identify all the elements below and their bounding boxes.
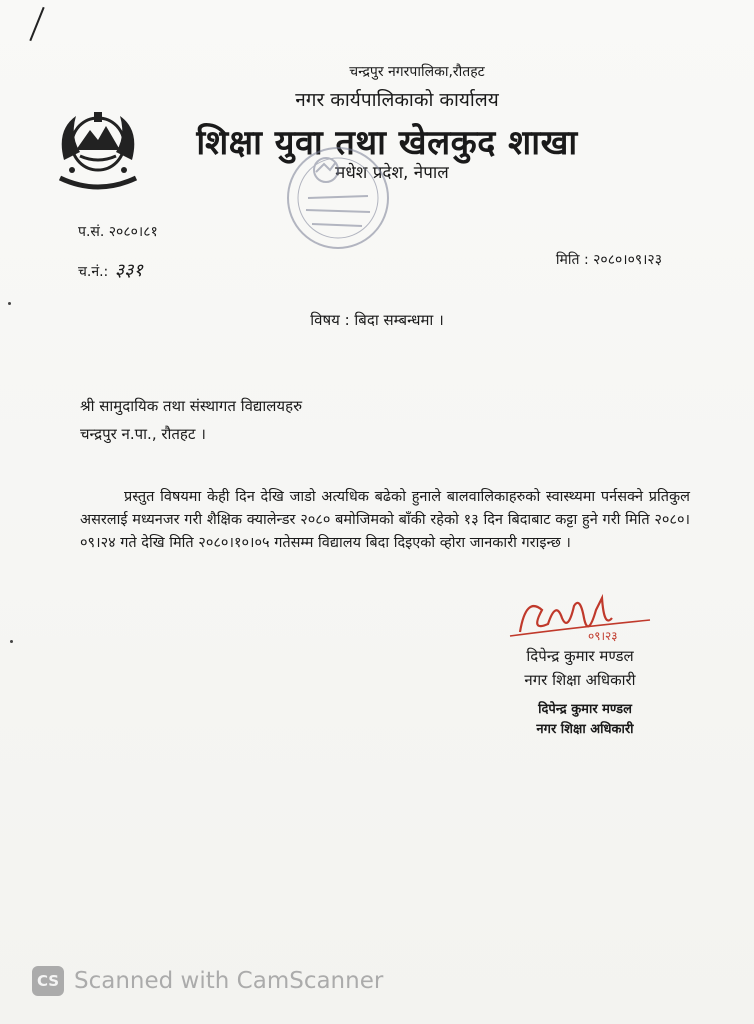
office-stamp-icon [282, 142, 394, 254]
camscanner-watermark [32, 964, 383, 998]
camscanner-logo-icon: CS [32, 966, 64, 996]
branch-name: शिक्षा युवा तथा खेलकुद शाखा [196, 123, 578, 163]
ref-label: प.सं. [78, 224, 105, 240]
letter-date [556, 250, 662, 269]
camscanner-text: Scanned with CamScanner [74, 968, 384, 994]
scan-speck [10, 640, 13, 643]
date-label: मिति : [555, 252, 589, 268]
province-name: मधेश प्रदेश, नेपाल [335, 163, 449, 183]
reference-number [78, 222, 158, 241]
letter-body: प्रस्तुत विषयमा केही दिन देखि जाडो अत्यधिक बढेको हुनाले बालवालिकाहरुको स्वास्थ्यमा पर्नसक्ने प्रतिकुल असरलाई मध्यनजर गरी शैक्षिक क्यालेन्डर २०८० बमोजिमको बाँकी रहेको १३ दिन बिदाबाट कट्टा हुने गरी मिति २०८०।०९।२४ गते देखि मिति २०८०।१०।०५ गतेसम्म विद्यालय बिदा दिइएको व्होरा जानकारी गराइन्छ । [80, 489, 690, 551]
dispatch-label: च.नं.: [78, 264, 109, 280]
name-stamp [500, 700, 670, 740]
recipient-line-2: चन्द्रपुर न.पा., रौतहट । [80, 425, 206, 443]
ref-value: २०८०।८१ [108, 224, 158, 240]
municipality-name: चन्द्रपुर नगरपालिका,रौतहट [349, 64, 485, 80]
office-name: नगर कार्यपालिकाको कार्यालय [295, 89, 499, 111]
subject-line: विषय : बिदा सम्बन्धमा । [310, 311, 444, 329]
scan-speck [8, 302, 11, 305]
pen-mark [29, 7, 44, 41]
name-stamp-title: नगर शिक्षा अधिकारी [536, 722, 634, 737]
recipient-block [80, 392, 302, 448]
handwritten-signature-icon [500, 588, 660, 648]
signatory-title: नगर शिक्षा अधिकारी [524, 671, 636, 689]
dispatch-value: ३३१ [114, 260, 143, 281]
name-stamp-name: दिपेन्द्र कुमार मण्डल [538, 702, 632, 717]
signatory-name: दिपेन्द्र कुमार मण्डल [526, 647, 634, 665]
nepal-emblem-icon [50, 100, 146, 192]
dispatch-number [78, 258, 143, 282]
signature-date: ०९।२३ [588, 629, 618, 643]
recipient-line-1: श्री सामुदायिक तथा संस्थागत विद्यालयहरु [80, 397, 303, 415]
date-value: २०८०।०९।२३ [593, 252, 662, 268]
